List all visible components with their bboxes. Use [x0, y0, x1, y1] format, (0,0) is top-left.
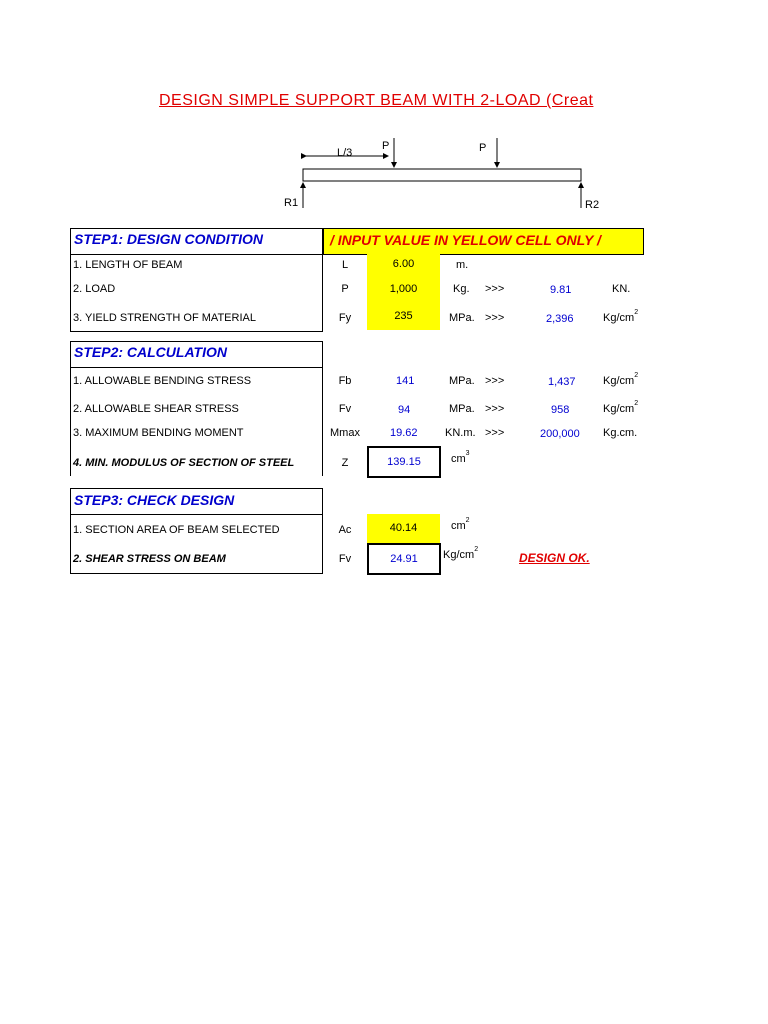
step2-row3-value: 19.62	[390, 427, 418, 439]
step2-row2-value: 94	[398, 404, 411, 416]
step1-row3-converted-unit: $Kg/cm^2$	[603, 309, 639, 324]
step1-row2-unit: Kg.	[453, 283, 470, 295]
step2-row1-symbol: Fb	[338, 375, 352, 387]
step2-row2-converted-unit: $Kg/cm^2$	[603, 400, 639, 415]
step2-row2-symbol: Fv	[338, 403, 352, 415]
beam-shape	[303, 169, 581, 181]
step2-row3-converted-unit: Kg.cm.	[603, 427, 638, 439]
step2-row2-unit: MPa.	[449, 403, 475, 415]
reaction-label-1: R1	[284, 197, 299, 209]
step2-row1-unit: MPa.	[449, 375, 475, 387]
step1-row2-label: 2. LOAD	[73, 283, 116, 295]
step2-row4-label: 4. MIN. MODULUS OF SECTION OF STEEL	[73, 457, 295, 469]
step1-heading: STEP1: DESIGN CONDITION	[74, 231, 264, 247]
step2-row3-converted: 200,000	[540, 428, 580, 440]
step2-row3-label: 3. MAXIMUM BENDING MOMENT	[73, 427, 244, 439]
step2-row2-converted: 958	[551, 404, 570, 416]
step2-row3-symbol: Mmax	[330, 427, 360, 439]
step2-row3-arrow: >>>	[485, 427, 505, 439]
step1-row2-symbol: P	[341, 283, 349, 295]
step1-row1-symbol: L	[341, 259, 349, 271]
step2-row1-arrow: >>>	[485, 375, 505, 387]
step1-row3-symbol: Fy	[338, 312, 352, 324]
input-note: / INPUT VALUE IN YELLOW CELL ONLY /	[330, 232, 601, 248]
step3-row2-symbol: Fv	[338, 553, 352, 565]
step3-row1-unit: $cm^2$	[451, 517, 470, 532]
page-title: DESIGN SIMPLE SUPPORT BEAM WITH 2-LOAD (Creat	[159, 92, 594, 109]
step3-row2-unit: $Kg/cm^2$	[443, 546, 479, 561]
step3-heading: STEP3: CHECK DESIGN	[74, 492, 235, 508]
step1-row1-unit: m.	[456, 259, 469, 271]
step2-row1-value: 141	[396, 375, 415, 387]
step1-row3-label: 3. YIELD STRENGTH OF MATERIAL	[73, 312, 256, 324]
design-result-status: DESIGN OK.	[519, 551, 590, 565]
length-input[interactable]: 6.00	[367, 254, 440, 276]
step2-row1-converted: 1,437	[548, 376, 576, 388]
step2-row2-arrow: >>>	[485, 403, 505, 415]
step2-row3-unit: KN.m.	[445, 427, 476, 439]
step2-row1-converted-unit: $Kg/cm^2$	[603, 372, 639, 387]
beam-diagram	[270, 130, 610, 215]
step1-row2-converted: 9.81	[550, 284, 572, 296]
span-label: L/3	[337, 147, 353, 159]
load-label-2: P	[479, 142, 487, 154]
step1-row3-unit: MPa.	[449, 312, 475, 324]
step3-row1-label: 1. SECTION AREA OF BEAM SELECTED	[73, 524, 280, 536]
step1-row1-label: 1. LENGTH OF BEAM	[73, 259, 183, 271]
step2-heading: STEP2: CALCULATION	[74, 344, 227, 360]
section-area-input[interactable]: 40.14	[367, 514, 440, 543]
step1-row3-converted: 2,396	[546, 313, 574, 325]
reaction-label-2: R2	[585, 199, 600, 211]
step3-row1-symbol: Ac	[338, 524, 352, 536]
yield-strength-input[interactable]: 235	[367, 303, 440, 330]
step3-row2-label: 2. SHEAR STRESS ON BEAM	[73, 553, 226, 565]
step2-row4-symbol: Z	[341, 457, 349, 469]
load-input[interactable]: 1,000	[367, 276, 440, 303]
step2-row4-unit: $cm^3$	[451, 450, 470, 465]
step2-row2-label: 2. ALLOWABLE SHEAR STRESS	[73, 403, 239, 415]
step1-row2-converted-unit: KN.	[612, 283, 631, 295]
step1-row3-arrow: >>>	[485, 312, 505, 324]
section-modulus-result: 139.15	[367, 446, 441, 478]
step1-row2-arrow: >>>	[485, 283, 505, 295]
load-label-1: P	[382, 140, 390, 152]
step2-row1-label: 1. ALLOWABLE BENDING STRESS	[73, 375, 252, 387]
shear-stress-result: 24.91	[367, 543, 441, 575]
